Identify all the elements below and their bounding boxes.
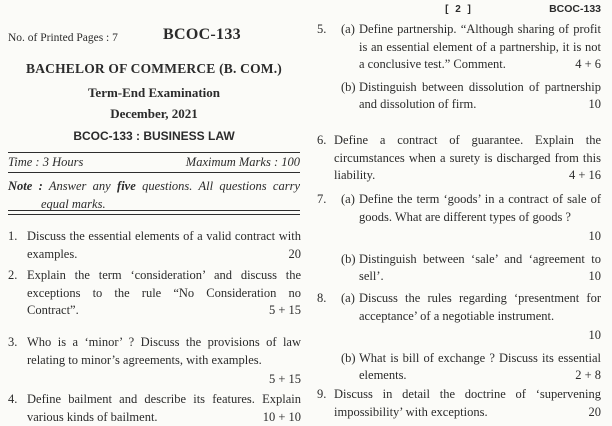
note-text-2: questions. All questions carry equal marks. <box>41 179 300 211</box>
question-6 <box>317 132 601 185</box>
question-5a-marks: 4 + 6 <box>575 56 601 74</box>
divider-middle <box>8 172 300 173</box>
question-4-text: Define bailment and describe its features. Explain various kinds of bailment. <box>27 392 301 424</box>
question-3-number: 3. <box>8 334 17 352</box>
question-2 <box>8 267 301 320</box>
question-5b <box>317 79 601 114</box>
page-number: [ 2 ] <box>317 4 601 15</box>
question-2-text: Explain the term ‘consideration’ and discuss the exceptions to the rule “No Consideration no Contract”. <box>27 268 301 317</box>
question-7b-marks: 10 <box>589 268 602 286</box>
question-5b-letter: (b) <box>341 79 356 97</box>
question-5b-text: Distinguish between dissolution of partnership and dissolution of firm. <box>359 80 601 112</box>
exam-session: December, 2021 <box>8 106 330 122</box>
maximum-marks: Maximum Marks : 100 <box>186 155 300 170</box>
degree-title: BACHELOR OF COMMERCE (B. COM.) <box>8 61 330 77</box>
question-6-number: 6. <box>317 132 326 150</box>
question-9-text: Discuss in detail the doctrine of ‘supervening impossibility’ with exceptions. <box>334 387 601 419</box>
question-8a-text: Discuss the rules regarding ‘presentment for acceptance’ of a negotiable instrument. <box>359 291 601 323</box>
question-7-number: 7. <box>317 191 326 209</box>
divider-double <box>8 210 300 215</box>
paper-code-page2: BCOC-133 <box>549 3 601 15</box>
question-7b-letter: (b) <box>341 251 356 269</box>
question-5 <box>317 21 601 119</box>
question-3-marks: 5 + 15 <box>27 371 301 389</box>
question-6-marks: 4 + 16 <box>569 167 601 185</box>
question-7 <box>317 191 601 291</box>
question-5a-letter: (a) <box>341 21 355 39</box>
question-7b <box>317 251 601 286</box>
question-9 <box>317 386 601 421</box>
question-3-text: Who is a ‘minor’ ? Discuss the provisions of law relating to minor’s agreements, with examples. <box>27 335 301 367</box>
question-5a-text: Define partnership. “Although sharing of profit is an essential element of a partnership, it is not a conclusive test.” Comment. <box>359 22 601 71</box>
note-label: Note : <box>8 179 43 193</box>
question-2-number: 2. <box>8 267 17 285</box>
question-4-number: 4. <box>8 391 17 409</box>
question-9-number: 9. <box>317 386 326 404</box>
question-9-marks: 20 <box>589 404 602 422</box>
question-7a-letter: (a) <box>341 191 355 209</box>
time-allowed: Time : 3 Hours <box>8 155 83 170</box>
question-8b-marks: 2 + 8 <box>575 367 601 385</box>
note-text-1: Answer any <box>43 179 117 193</box>
question-3 <box>8 334 301 389</box>
question-8-number: 8. <box>317 290 326 308</box>
course-title: BCOC-133 : BUSINESS LAW <box>8 129 314 143</box>
question-7b-text: Distinguish between ‘sale’ and ‘agreement to sell’. <box>359 252 601 284</box>
question-1-number: 1. <box>8 228 17 246</box>
note-bold-word: five <box>117 179 136 193</box>
question-7a-text: Define the term ‘goods’ in a contract of sale of goods. What are different types of goods ? <box>359 192 601 224</box>
question-8a-letter: (a) <box>341 290 355 308</box>
exam-title: Term-End Examination <box>8 85 330 101</box>
question-1-text: Discuss the essential elements of a valid contract with examples. <box>27 229 301 261</box>
time-marks-row <box>8 155 300 170</box>
note <box>8 177 300 213</box>
question-1 <box>8 228 301 263</box>
question-5-number: 5. <box>317 21 326 39</box>
question-8b-text: What is bill of exchange ? Discuss its essential elements. <box>359 351 601 383</box>
question-5a <box>317 21 601 74</box>
question-8 <box>317 290 601 390</box>
question-7a-marks: 10 <box>359 228 601 246</box>
question-6-text: Define a contract of guarantee. Explain the circumstances when a surety is discharged from this liability. <box>334 133 601 182</box>
question-8b <box>317 350 601 385</box>
question-8a-marks: 10 <box>359 327 601 345</box>
divider-top <box>8 152 300 153</box>
question-8a <box>317 290 601 345</box>
question-4 <box>8 391 301 426</box>
question-2-marks: 5 + 15 <box>269 302 301 320</box>
question-5b-marks: 10 <box>589 96 602 114</box>
printed-pages-label: No. of Printed Pages : 7 <box>8 32 118 44</box>
question-7a <box>317 191 601 246</box>
question-1-marks: 20 <box>289 246 302 264</box>
paper-code-page1: BCOC-133 <box>163 26 241 44</box>
question-4-marks: 10 + 10 <box>263 409 301 426</box>
question-8b-letter: (b) <box>341 350 356 368</box>
